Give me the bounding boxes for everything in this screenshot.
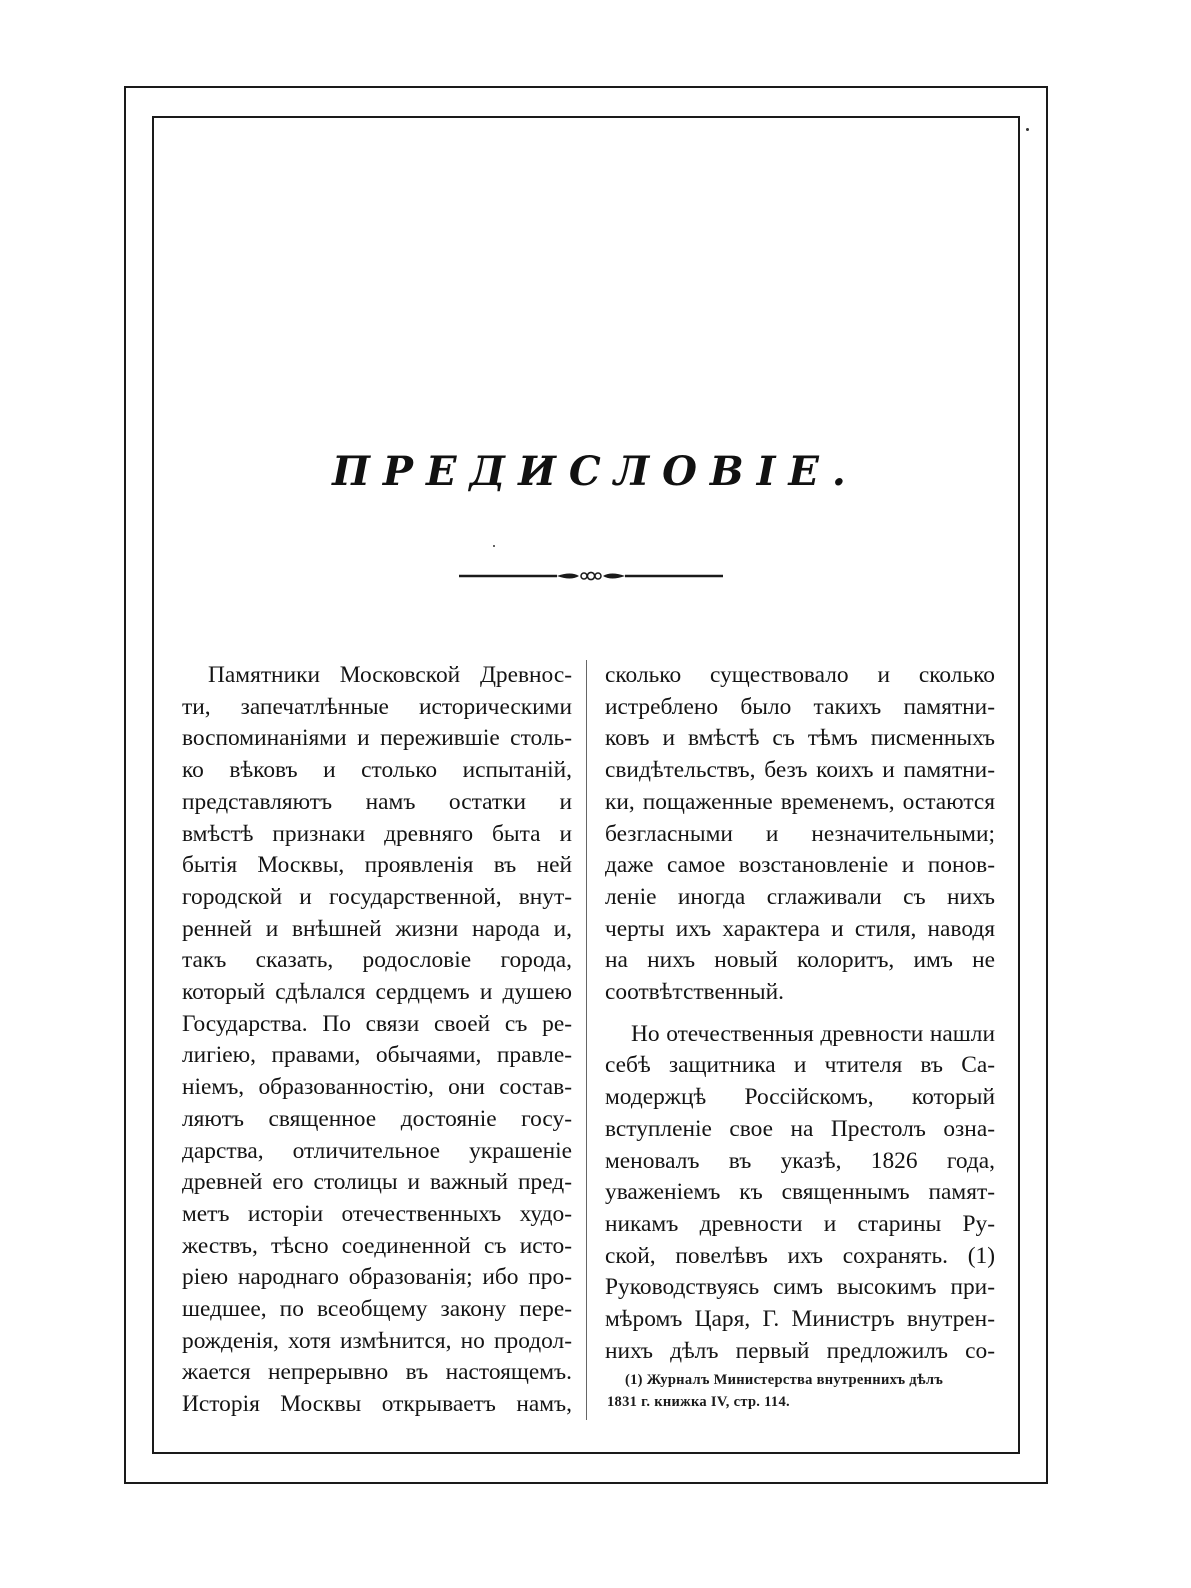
text-line: Руководствуясь симъ высокимъ при-: [605, 1274, 995, 1301]
text-line: Государства. По связи своей съ ре-: [182, 1010, 572, 1037]
text-line: вступленіе свое на Престолъ озна-: [605, 1115, 995, 1142]
text-line: вмѣстѣ признаки древняго быта и: [182, 820, 572, 847]
text-line: на нихъ новый колоритъ, имъ не: [605, 947, 995, 974]
text-line: жается непрерывно въ настоящемъ.: [182, 1359, 572, 1386]
print-speck: [1026, 128, 1029, 131]
text-line: древней его столицы и важный пред-: [182, 1169, 572, 1196]
text-line: Но отечественныя древности нашли: [631, 1020, 995, 1047]
text-line: ренней и внѣшней жизни народа и,: [182, 915, 572, 942]
right-text-column: [605, 660, 995, 1367]
text-line: ніемъ, образованностію, они состав-: [182, 1074, 572, 1101]
text-line: никамъ древности и старины Ру-: [605, 1210, 995, 1237]
text-line: безгласными и незначительными;: [605, 820, 995, 847]
text-line: нихъ дѣлъ первый предложилъ со-: [605, 1337, 995, 1364]
footnote: [607, 1369, 999, 1413]
text-line: модержцѣ Россійскомъ, который: [605, 1084, 995, 1111]
text-line: соотвѣтственный.: [605, 979, 784, 1006]
text-line: дарства, отличительное украшеніе: [182, 1137, 572, 1164]
text-line: ти, запечатлѣнные историческими: [182, 693, 572, 720]
text-line: ской, повелѣвъ ихъ сохранять. (1): [605, 1242, 995, 1269]
text-line: себѣ защитника и чтителя въ Са-: [605, 1052, 995, 1079]
text-line: воспоминаніями и пережившіе столь-: [182, 725, 572, 752]
text-line: леніе иногда сглаживали съ нихъ: [605, 883, 995, 910]
text-line: бытія Москвы, проявленія въ ней: [182, 852, 572, 879]
text-line: ки, пощаженные временемъ, остаются: [605, 788, 995, 815]
text-line: черты ихъ характера и стиля, наводя: [605, 915, 995, 942]
text-line: Исторія Москвы открываетъ намъ,: [182, 1391, 572, 1418]
text-line: даже самое возстановленіе и понов-: [605, 852, 995, 879]
text-line: мѣромъ Царя, Г. Министръ внутрен-: [605, 1306, 995, 1333]
column-divider: [586, 660, 587, 1420]
left-text-column: [182, 660, 572, 1421]
text-line: уваженіемъ къ священнымъ памят-: [605, 1179, 995, 1206]
text-line: метъ исторіи отечественныхъ худо-: [182, 1200, 572, 1227]
text-line: который сдѣлался сердцемъ и душею: [182, 979, 572, 1006]
text-line: городской и государственной, внут-: [182, 883, 572, 910]
print-speck: [493, 545, 495, 547]
text-line: лигіею, правами, обычаями, правле-: [182, 1042, 572, 1069]
text-line: шедшее, по всеобщему закону пере-: [182, 1296, 572, 1323]
footnote-line: 1831 г. книжка IV, стр. 114.: [607, 1394, 790, 1410]
text-line: свидѣтельствъ, безъ коихъ и памятни-: [605, 757, 995, 784]
text-line: такъ сказать, родословіе города,: [182, 947, 572, 974]
text-line: сколько существовало и сколько: [605, 662, 995, 688]
ornament-divider: [459, 566, 723, 586]
text-line: ковъ и вмѣстѣ съ тѣмъ писменныхъ: [605, 725, 995, 752]
text-line: ко вѣковъ и столько испытаній,: [182, 757, 572, 784]
page-title: ПРЕДИСЛОВІЕ.: [332, 448, 859, 495]
text-line: жествъ, тѣсно соединенной съ исто-: [182, 1232, 572, 1259]
text-line: ляютъ священное достояніе госу-: [182, 1105, 572, 1132]
text-line: представляютъ намъ остатки и: [182, 788, 572, 815]
text-line: рожденія, хотя измѣнится, но продол-: [182, 1327, 572, 1354]
text-line: истреблено было такихъ памятни-: [605, 693, 995, 720]
text-line: Памятники Московской Древнос-: [208, 662, 572, 688]
text-line: меновалъ въ указѣ, 1826 года,: [605, 1147, 995, 1174]
text-line: ріею народнаго образованія; ибо про-: [182, 1264, 572, 1291]
footnote-line: (1) Журналъ Министерства внутреннихъ дѣлъ: [625, 1372, 944, 1388]
